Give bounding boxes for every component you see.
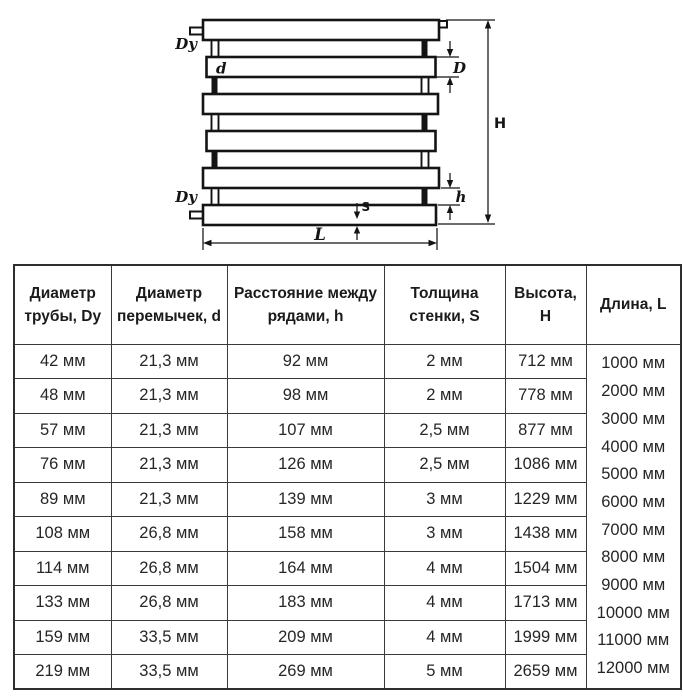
length-option: 10000 мм — [596, 603, 670, 622]
cell-dy: 89 мм — [14, 482, 111, 517]
cell-H: 877 мм — [505, 413, 586, 448]
length-option: 6000 мм — [601, 492, 666, 511]
header-length: Длина, L — [586, 265, 681, 344]
cell-h: 139 мм — [227, 482, 384, 517]
label-D: D — [453, 59, 467, 77]
cell-dy: 114 мм — [14, 551, 111, 586]
table-row — [14, 379, 681, 414]
pipe-row — [203, 20, 439, 40]
header-row — [14, 265, 681, 344]
cell-s: 4 мм — [384, 620, 505, 655]
cell-dy: 108 мм — [14, 517, 111, 552]
table-row — [14, 482, 681, 517]
label-S: S — [361, 200, 371, 214]
length-option: 11000 мм — [597, 631, 670, 650]
length-option: 2000 мм — [601, 382, 666, 401]
pipe-row — [207, 57, 436, 77]
pipe-rows — [203, 20, 439, 225]
length-options-list — [589, 346, 679, 687]
cell-h: 269 мм — [227, 655, 384, 690]
table-row — [14, 413, 681, 448]
cell-s: 3 мм — [384, 482, 505, 517]
cell-H: 1086 мм — [505, 448, 586, 483]
label-H: H — [494, 116, 507, 132]
cell-H: 1504 мм — [505, 551, 586, 586]
length-option: 3000 мм — [601, 409, 666, 428]
cell-dy: 57 мм — [14, 413, 111, 448]
cell-H: 1999 мм — [505, 620, 586, 655]
pipe-row — [203, 168, 439, 188]
length-option: 12000 мм — [596, 659, 670, 677]
header-height: Высота, H — [505, 265, 586, 344]
length-option: 7000 мм — [601, 520, 666, 539]
table-body — [14, 344, 681, 689]
cell-d: 26,8 мм — [111, 551, 227, 586]
cell-s: 2 мм — [384, 344, 505, 379]
cell-s: 3 мм — [384, 517, 505, 552]
cell-s: 2 мм — [384, 379, 505, 414]
cell-dy: 76 мм — [14, 448, 111, 483]
table-row — [14, 655, 681, 690]
table-row — [14, 586, 681, 621]
cell-H: 1713 мм — [505, 586, 586, 621]
cell-d: 26,8 мм — [111, 517, 227, 552]
cell-s: 2,5 мм — [384, 413, 505, 448]
pipe-register-diagram — [0, 0, 683, 258]
table-row — [14, 551, 681, 586]
length-option: 8000 мм — [601, 548, 666, 567]
cell-s: 2,5 мм — [384, 448, 505, 483]
cell-H: 712 мм — [505, 344, 586, 379]
header-jumper-diameter: Диаметр перемычек, d — [111, 265, 227, 344]
cell-H: 2659 мм — [505, 655, 586, 690]
pipe-row — [207, 131, 436, 151]
cell-d: 21,3 мм — [111, 448, 227, 483]
pipe-row — [203, 94, 438, 114]
cell-d: 21,3 мм — [111, 379, 227, 414]
label-dy-bottom: Dy — [175, 188, 197, 206]
cell-h: 164 мм — [227, 551, 384, 586]
label-L: L — [314, 225, 326, 244]
cell-dy: 219 мм — [14, 655, 111, 690]
diagram-canvas — [0, 0, 683, 258]
header-row-spacing: Расстояние между рядами, h — [227, 265, 384, 344]
cell-length-options — [586, 344, 681, 689]
header-pipe-diameter: Диаметр трубы, Dy — [14, 265, 111, 344]
length-option: 9000 мм — [601, 575, 666, 594]
label-dy-top: Dy — [175, 35, 197, 53]
cell-dy: 133 мм — [14, 586, 111, 621]
table-row — [14, 517, 681, 552]
cell-s: 4 мм — [384, 586, 505, 621]
cell-d: 21,3 мм — [111, 344, 227, 379]
cell-d: 33,5 мм — [111, 620, 227, 655]
dimensions-table — [13, 264, 682, 690]
label-h: h — [455, 188, 467, 206]
cell-d: 21,3 мм — [111, 482, 227, 517]
table-row — [14, 344, 681, 379]
cell-h: 98 мм — [227, 379, 384, 414]
cell-H: 778 мм — [505, 379, 586, 414]
table-row — [14, 620, 681, 655]
cell-s: 4 мм — [384, 551, 505, 586]
cell-h: 209 мм — [227, 620, 384, 655]
cell-h: 183 мм — [227, 586, 384, 621]
cell-d: 33,5 мм — [111, 655, 227, 690]
cell-dy: 48 мм — [14, 379, 111, 414]
cell-d: 21,3 мм — [111, 413, 227, 448]
table-row — [14, 448, 681, 483]
cell-d: 26,8 мм — [111, 586, 227, 621]
table-header — [14, 265, 681, 344]
label-d: d — [216, 59, 227, 78]
dimension-H — [438, 20, 495, 224]
pipe-row — [203, 205, 436, 225]
cell-h: 92 мм — [227, 344, 384, 379]
cell-h: 158 мм — [227, 517, 384, 552]
cell-s: 5 мм — [384, 655, 505, 690]
cell-H: 1229 мм — [505, 482, 586, 517]
length-option: 4000 мм — [601, 437, 666, 456]
header-wall-thickness: Толщина стенки, S — [384, 265, 505, 344]
cell-H: 1438 мм — [505, 517, 586, 552]
cell-h: 107 мм — [227, 413, 384, 448]
cell-dy: 159 мм — [14, 620, 111, 655]
cell-dy: 42 мм — [14, 344, 111, 379]
length-option: 5000 мм — [601, 465, 666, 484]
cell-h: 126 мм — [227, 448, 384, 483]
length-option: 1000 мм — [601, 354, 666, 373]
